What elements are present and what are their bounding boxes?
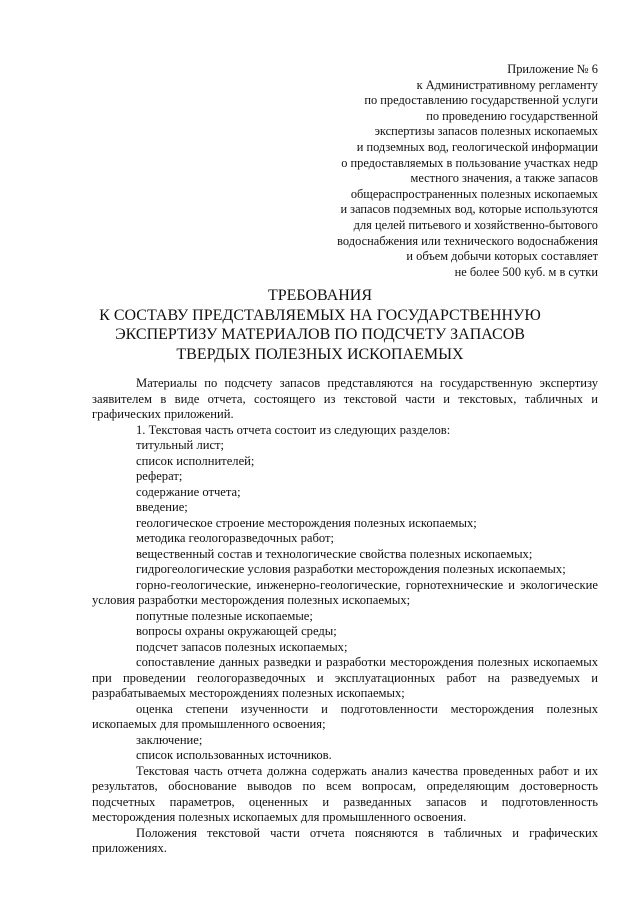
appendix-line: к Административному регламенту <box>416 77 598 92</box>
list-item: геологическое строение месторождения полезных ископаемых; <box>136 515 477 530</box>
list-item: заключение; <box>136 732 203 747</box>
appendix-line: экспертизы запасов полезных ископаемых <box>374 124 598 139</box>
title-line: ТРЕБОВАНИЯ <box>267 287 373 304</box>
appendices-paragraph: Положения текстовой части отчета поясняются в табличных и графических приложениях. <box>92 825 598 855</box>
appendix-line: не более 500 куб. м в сутки <box>454 264 598 279</box>
appendix-line: о предоставляемых в пользование участках недр <box>341 155 598 170</box>
appendix-line: и запасов подземных вод, которые используются <box>340 202 598 217</box>
appendix-line: местного значения, а также запасов <box>410 171 598 186</box>
appendix-line: Приложение № 6 <box>507 62 598 76</box>
list-item: список исполнителей; <box>136 453 255 468</box>
appendix-line: для целей питьевого и хозяйственно-бытового <box>353 217 598 232</box>
appendix-line: и объем добычи которых составляет <box>406 249 598 264</box>
appendix-line: водоснабжения или технического водоснабжения <box>337 233 598 248</box>
title-line: ТВЕРДЫХ ПОЛЕЗНЫХ ИСКОПАЕМЫХ <box>176 345 464 363</box>
appendix-line: общераспространенных полезных ископаемых <box>350 186 598 201</box>
title-line: К СОСТАВУ ПРЕДСТАВЛЯЕМЫХ НА ГОСУДАРСТВЕННУЮ <box>99 306 541 324</box>
list-item: содержание отчета; <box>136 484 241 499</box>
list-item: реферат; <box>136 469 183 483</box>
list-item: вопросы охраны окружающей среды; <box>136 624 337 638</box>
list-item: введение; <box>136 500 188 514</box>
list-item: сопоставление данных разведки и разработки месторождения полезных ископаемых при проведении геологоразведочных и эксплуатационных работ на разведуемых и разрабатываемых месторождениях полезных ископаемых; <box>92 655 598 700</box>
appendix-line: по предоставлению государственной услуги <box>364 93 598 108</box>
list-item: титульный лист; <box>136 438 225 452</box>
appendix-line: и подземных вод, геологической информации <box>356 139 598 154</box>
list-item: список использованных источников. <box>136 748 332 762</box>
list-item: методика геологоразведочных работ; <box>136 531 335 545</box>
list-item: попутные полезные ископаемые; <box>136 608 313 623</box>
document-body <box>92 376 598 857</box>
list-item: оценка степени изученности и подготовленности месторождения полезных ископаемых для промышленного освоения; <box>92 701 598 731</box>
section-heading: 1. Текстовая часть отчета состоит из следующих разделов: <box>136 422 451 437</box>
title-line: ЭКСПЕРТИЗУ МАТЕРИАЛОВ ПО ПОДСЧЕТУ ЗАПАСОВ <box>115 326 525 343</box>
analysis-paragraph: Текстовая часть отчета должна содержать анализ качества проведенных работ и их результатов, обоснование выводов по всем вопросам, определяющим достоверность подсчетных параметров, оцененных и разведанных запасов и подготовленность месторождения полезных ископаемых для промышленного освоения. <box>92 763 598 824</box>
list-item: подсчет запасов полезных ископаемых; <box>136 639 348 654</box>
appendix-header <box>268 62 598 280</box>
list-item: вещественный состав и технологические свойства полезных ископаемых; <box>136 546 533 561</box>
intro-paragraph: Материалы по подсчету запасов представляются на государственную экспертизу заявителем в виде отчета, состоящего из текстовой части и текстовых, табличных и графических приложений. <box>92 376 598 421</box>
appendix-line: по проведению государственной <box>426 108 598 123</box>
list-item: горно-геологические, инженерно-геологические, горнотехнические и экологические условия разработки месторождения полезных ископаемых; <box>92 577 598 607</box>
document-title <box>60 286 580 364</box>
list-item: гидрогеологические условия разработки месторождения полезных ископаемых; <box>136 562 566 576</box>
